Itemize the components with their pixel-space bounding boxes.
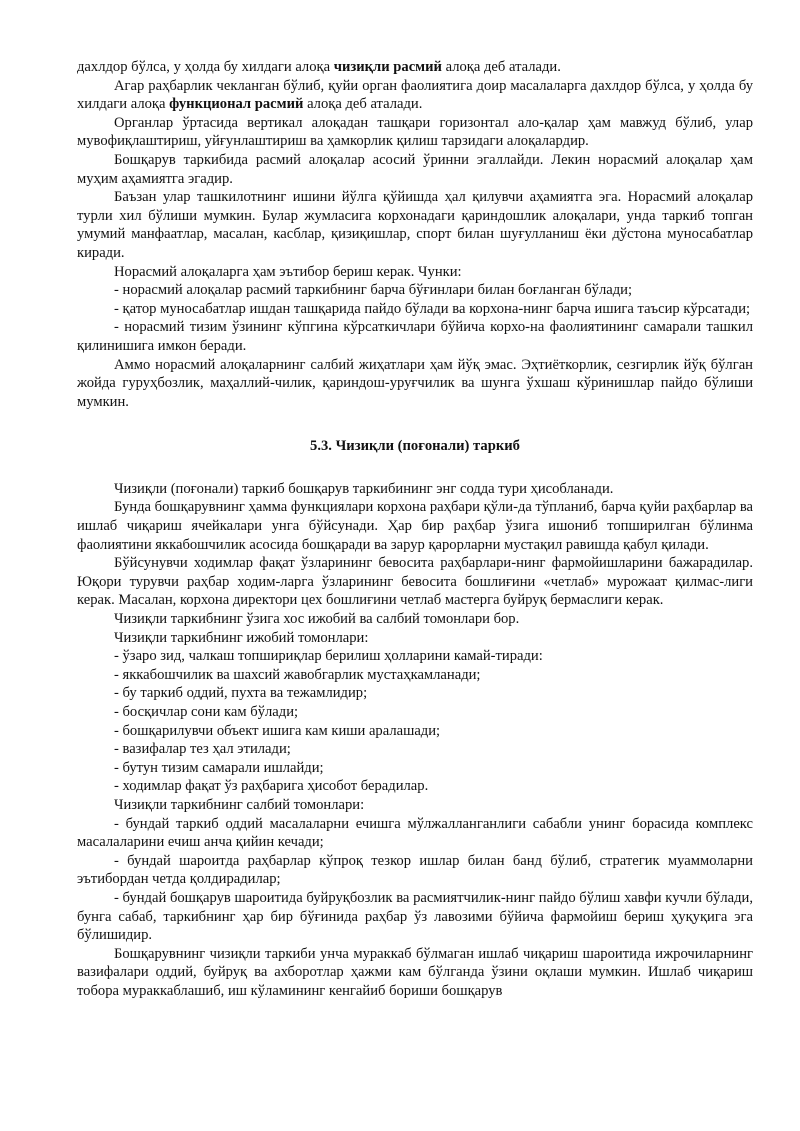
paragraph: Баъзан улар ташкилотнинг ишини йўлга қўйишда ҳал қилувчи аҳамиятга эга. Норасмий алоқалар турли хил бўлиши мумкин. Булар жумласига корхонадаги қариндошлик алоқалари, унда таркиб топган умумий манфаатлар, масалан, касблар, қизиқишлар, спорт билан шуғулланиш ёки дўстона муносабатлар киради. [77,189,753,261]
paragraph: Чизиқли таркибнинг ўзига хос ижобий ва салбий томонлари бор. [114,611,520,628]
bold-term: чизиқли расмий [333,59,442,75]
list-item: - ўзаро зид, чалкаш топшириқлар берилиш ҳолларини камай-тиради: [114,648,543,665]
list-item: - бошқарилувчи объект ишига кам киши аралашади; [114,722,441,739]
document-page [77,58,753,1001]
section-heading: 5.3. Чизиқли (поғонали) таркиб [310,438,520,455]
list-item: - қатор муносабатлар ишдан ташқарида пайдо бўлади ва корхона-нинг барча ишига таъсир кўрсатади; [114,300,751,317]
list-item: - бутун тизим самарали ишлайди; [114,759,324,776]
paragraph: Бўйсунувчи ходимлар фақат ўзларининг бевосита раҳбарлари-нинг фармойишларини бажарадилар. Юқори турувчи раҳбар ходим-ларга ўзларининг бевосита бошлиғини «четлаб» мурожаат қилмас-лиги керак. Масалан, корхона директори цех бошлиғини четлаб мастерга буйруқ бермаслиги керак. [77,555,753,609]
paragraph: Бошқарув таркибида расмий алоқалар асосий ўринни эгаллайди. Лекин норасмий алоқалар ҳам муҳим аҳамиятга эгадир. [77,151,753,187]
paragraph-text: алоқа деб аталади. [441,59,561,75]
list-item: - норасмий тизим ўзининг кўпгина кўрсаткичлари бўйича корхо-на фаолиятининг самарали ташкил қилинишига имкон беради. [77,319,753,354]
list-item: - бу таркиб оддий, пухта ва тежамлидир; [114,685,368,702]
paragraph: Бошқарувнинг чизиқли таркиби унча мураккаб бўлмаган ишлаб чиқариш шароитида ижрочиларнинг вазифалари оддий, буйруқ ва ахборотлар ҳажми кам бўлганда ўзини оқлаши мумкин. Ишлаб чиқариш тобора мураккаблашиб, иш кўламининг кенгайиб бориши бошқарув [77,945,753,999]
list-item: - яккабошчилик ва шахсий жавобгарлик мустаҳкамланади; [114,666,481,683]
paragraph: Чизиқли таркибнинг ижобий томонлари: [114,629,369,646]
paragraph-text: дахлдор бўлса, у ҳолда бу хилдаги алоқа [77,59,334,75]
paragraph: Чизиқли (поғонали) таркиб бошқарув таркибининг энг содда тури ҳисобланади. [114,480,614,497]
list-item: - бундай таркиб оддий масалаларни ечишга мўлжалланганлиги сабабли унинг борасида комплекс масалаларини ечиш анча қийин кечади; [77,815,753,851]
paragraph-text: Агар раҳбарлик чекланган бўлиб, қуйи орган фаолиятига доир масалаларга дахлдор бўлса, у ҳолда бу хилдаги алоқа [77,77,753,113]
list-item: - босқичлар сони кам бўлади; [114,704,299,720]
list-item: - вазифалар тез ҳал этилади; [114,741,291,758]
list-item: - норасмий алоқалар расмий таркибнинг барча бўғинлари билан боғланган бўлади; [114,282,632,299]
paragraph: Аммо норасмий алоқаларнинг салбий жиҳатлари ҳам йўқ эмас. Эҳтиёткорлик, сезгирлик йўқ бўлган жойда гуруҳбозлик, маҳаллий-чилик, қариндош-уруғчилик ва шунга ўхшаш кўринишлар пайдо бўлиши мумкин. [77,356,753,410]
paragraph [77,58,753,77]
bold-term: функционал расмий [169,96,304,113]
paragraph: Бунда бошқарувнинг ҳамма функциялари корхона раҳбари қўли-да тўпланиб, барча қуйи раҳбарлар ва ишлаб чиқариш ячейкалари унга бўйсунади. Ҳар бир раҳбар ўзига ишониб топширилган бўлинма фаолиятини яккабошчилик асосида бошқаради ва зарур қарорларни мустақил равишда қабул қилади. [77,499,754,553]
list-item: - бундай шароитда раҳбарлар кўпроқ тезкор ишлар билан банд бўлиб, стратегик муаммоларни эътибордан четда қолдирадилар; [77,852,753,888]
paragraph: Чизиқли таркибнинг салбий томонлари: [114,796,365,813]
paragraph-text: алоқа деб аталади. [303,96,423,113]
list-item: - бундай бошқарув шароитида буйруқбозлик ва расмиятчилик-нинг пайдо бўлиш хавфи кучли бўлади, бунга сабаб, таркибнинг ҳар бир бўғинида раҳбар ўз лавозими бўйича фармойиш бериш ҳуқуқига эга бўлишидир. [77,889,753,944]
paragraph [77,77,753,114]
list-item: - ходимлар фақат ўз раҳбарига ҳисобот берадилар. [114,778,429,795]
paragraph: Норасмий алоқаларга ҳам эътибор бериш керак. Чунки: [114,263,462,280]
paragraph: Органлар ўртасида вертикал алоқадан ташқари горизонтал ало-қалар ҳам мавжуд бўлиб, улар мувофиқлаштириш, уйғунлаштириш ва ҳамкорлик қилиш тарзидаги алоқалардир. [77,114,753,150]
